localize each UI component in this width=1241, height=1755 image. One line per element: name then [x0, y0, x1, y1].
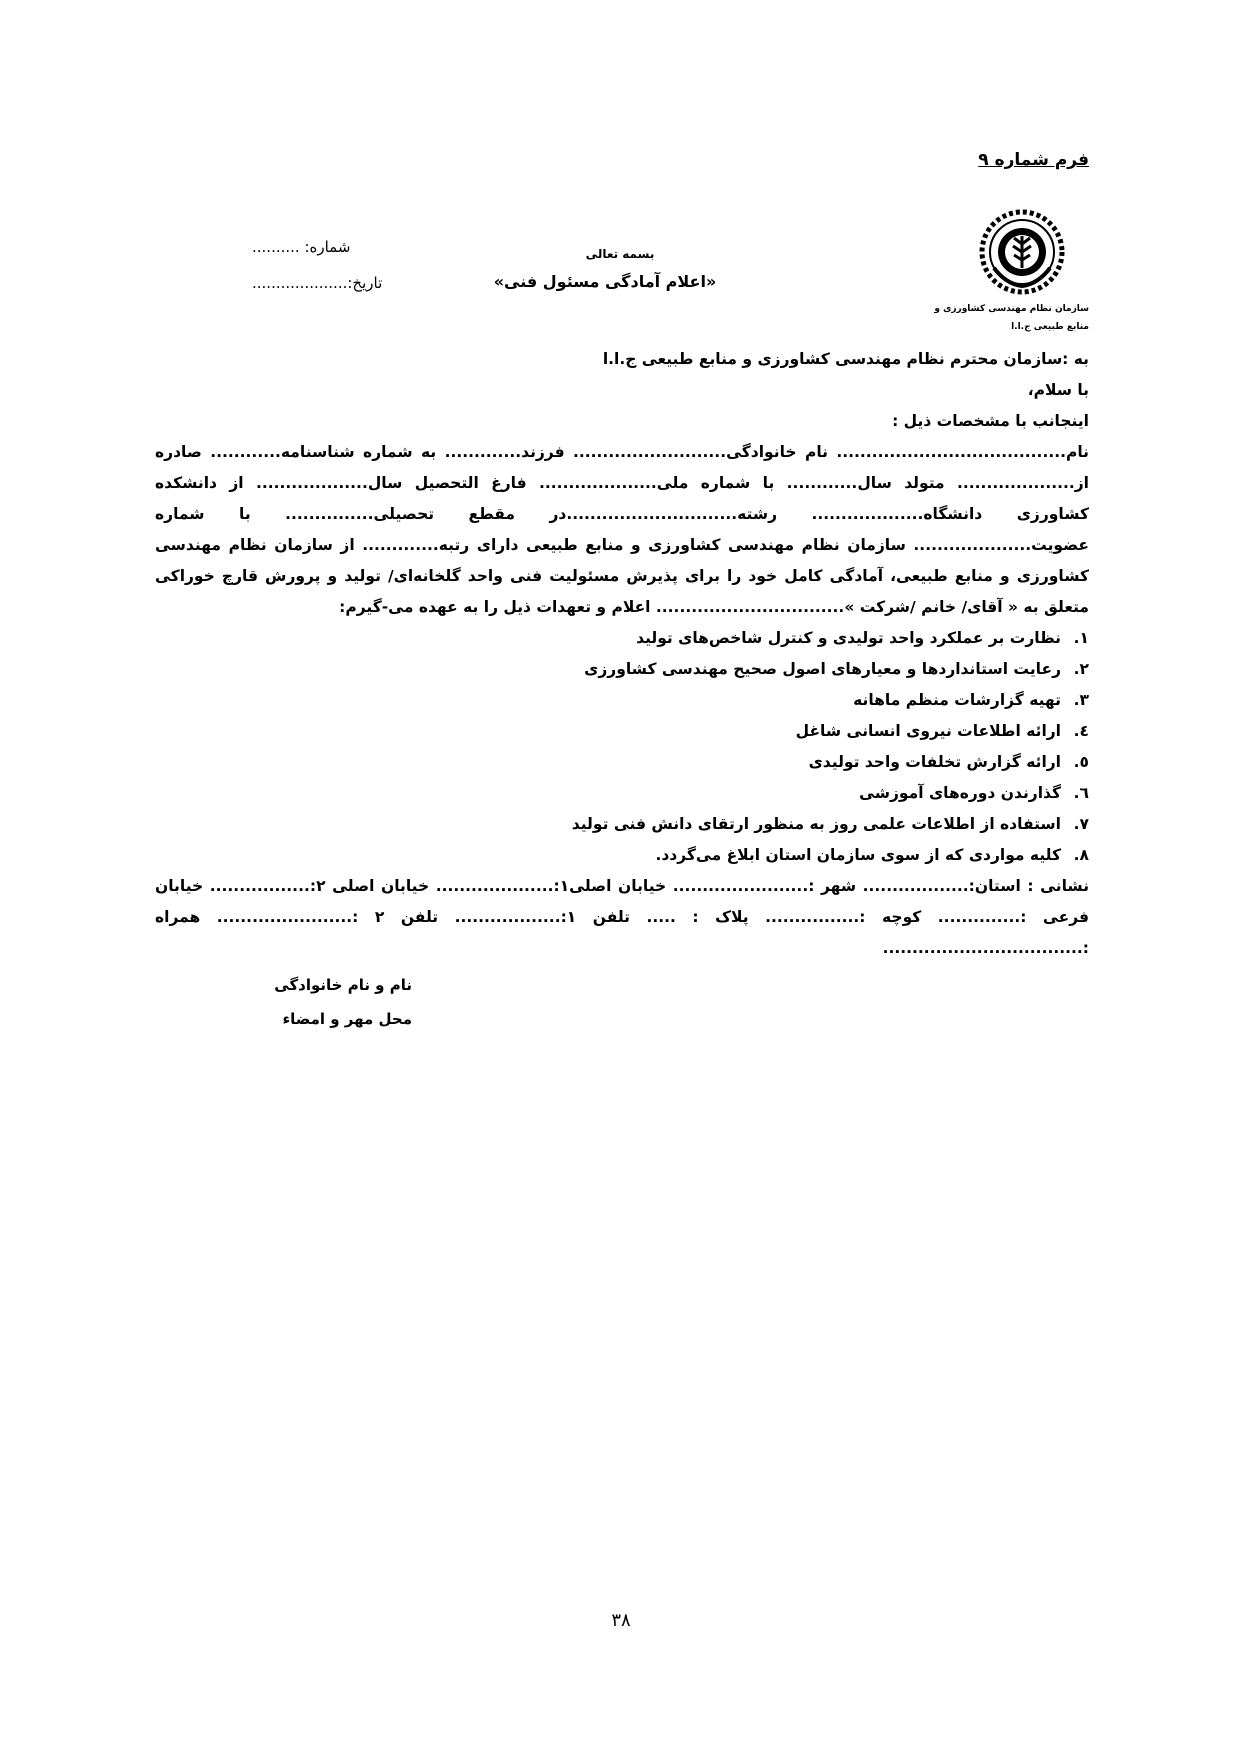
organization-name-line-2: منابع طبیعی ج.ا.ا: [1011, 322, 1089, 332]
form-title: «اعلام آمادگی مسئول فنی»: [493, 272, 717, 291]
letter-date-field: تاریخ:....................: [252, 274, 383, 292]
list-item: ۳.تهیه گزارشات منظم ماهانه: [853, 691, 1089, 709]
signer-name-label: نام و نام خانوادگی: [274, 976, 412, 994]
greeting: با سلام،: [1027, 381, 1089, 399]
letter-body: [155, 344, 1089, 964]
form-number: فرم شماره ۹: [978, 150, 1089, 170]
organization-name-line-1: سازمان نظام مهندسی کشاورزی و: [934, 304, 1089, 314]
list-item: ٦.گذارندن دوره‌های آموزشی: [859, 784, 1089, 802]
list-item: ۱.نظارت بر عملکرد واحد تولیدی و کنترل شاخص‌های تولید: [636, 629, 1089, 647]
address-line: نشانی : استان:.................. شهر :....................... خیابان اصلی۱:.................... خیابان اصلی ۲:................. خیابان فرعی :.............. کوچه :................ پلاک : ..... تلفن ۱:.................. تلفن ۲ :....................... همراه :..................................: [155, 877, 1090, 957]
list-item: ۷.استفاده از اطلاعات علمی روز به منظور ارتقای دانش فنی تولید: [571, 815, 1089, 833]
list-item: ۸.کلیه مواردی که از سوی سازمان استان ابلاغ می‌گردد.: [655, 846, 1089, 864]
list-item: ٤.ارائه اطلاعات نیروی انسانی شاغل: [795, 722, 1089, 740]
list-item: ٥.ارائه گزارش تخلفات واحد تولیدی: [808, 753, 1089, 771]
organization-logo: [978, 208, 1066, 296]
page-number: ۳۸: [611, 1610, 631, 1631]
seal-signature-label: محل مهر و امضاء: [282, 1010, 412, 1028]
letter-number-field: شماره: ..........: [252, 238, 351, 256]
addressee: به :سازمان محترم نظام مهندسی کشاورزی و منابع طبیعی ج.ا.ا: [602, 350, 1089, 368]
signature-block: [262, 968, 412, 1036]
bismillah: بسمه تعالی: [585, 247, 655, 261]
commitments-list: [155, 623, 1089, 871]
applicant-details-paragraph: نام....................................... نام خانوادگی.......................... فرزند............. به شماره شناسنامه............ صادره از.................... متولد سال............ با شماره ملی.................... فارغ التحصیل سال................... از دانشکده کشاورزی دانشگاه................... رشته.............................در مقطع تحصیلی............... با شماره عضویت.................... سازمان نظام مهندسی کشاورزی و منابع طبیعی دارای رتبه............. از سازمان نظام مهندسی کشاورزی و منابع طبیعی، آمادگی کامل خود را برای پذیرش مسئولیت فنی واحد گلخانه‌ای/ تولید و پرورش قارچ خوراکی متعلق به « آقای/ خانم /شرکت »................................ اعلام و تعهدات ذیل را به عهده می-گیرم:: [155, 443, 1089, 616]
intro: اینجانب با مشخصات ذیل :: [892, 412, 1089, 430]
list-item: ۲.رعایت استانداردها و معیارهای اصول صحیح مهندسی کشاورزی: [584, 660, 1089, 678]
